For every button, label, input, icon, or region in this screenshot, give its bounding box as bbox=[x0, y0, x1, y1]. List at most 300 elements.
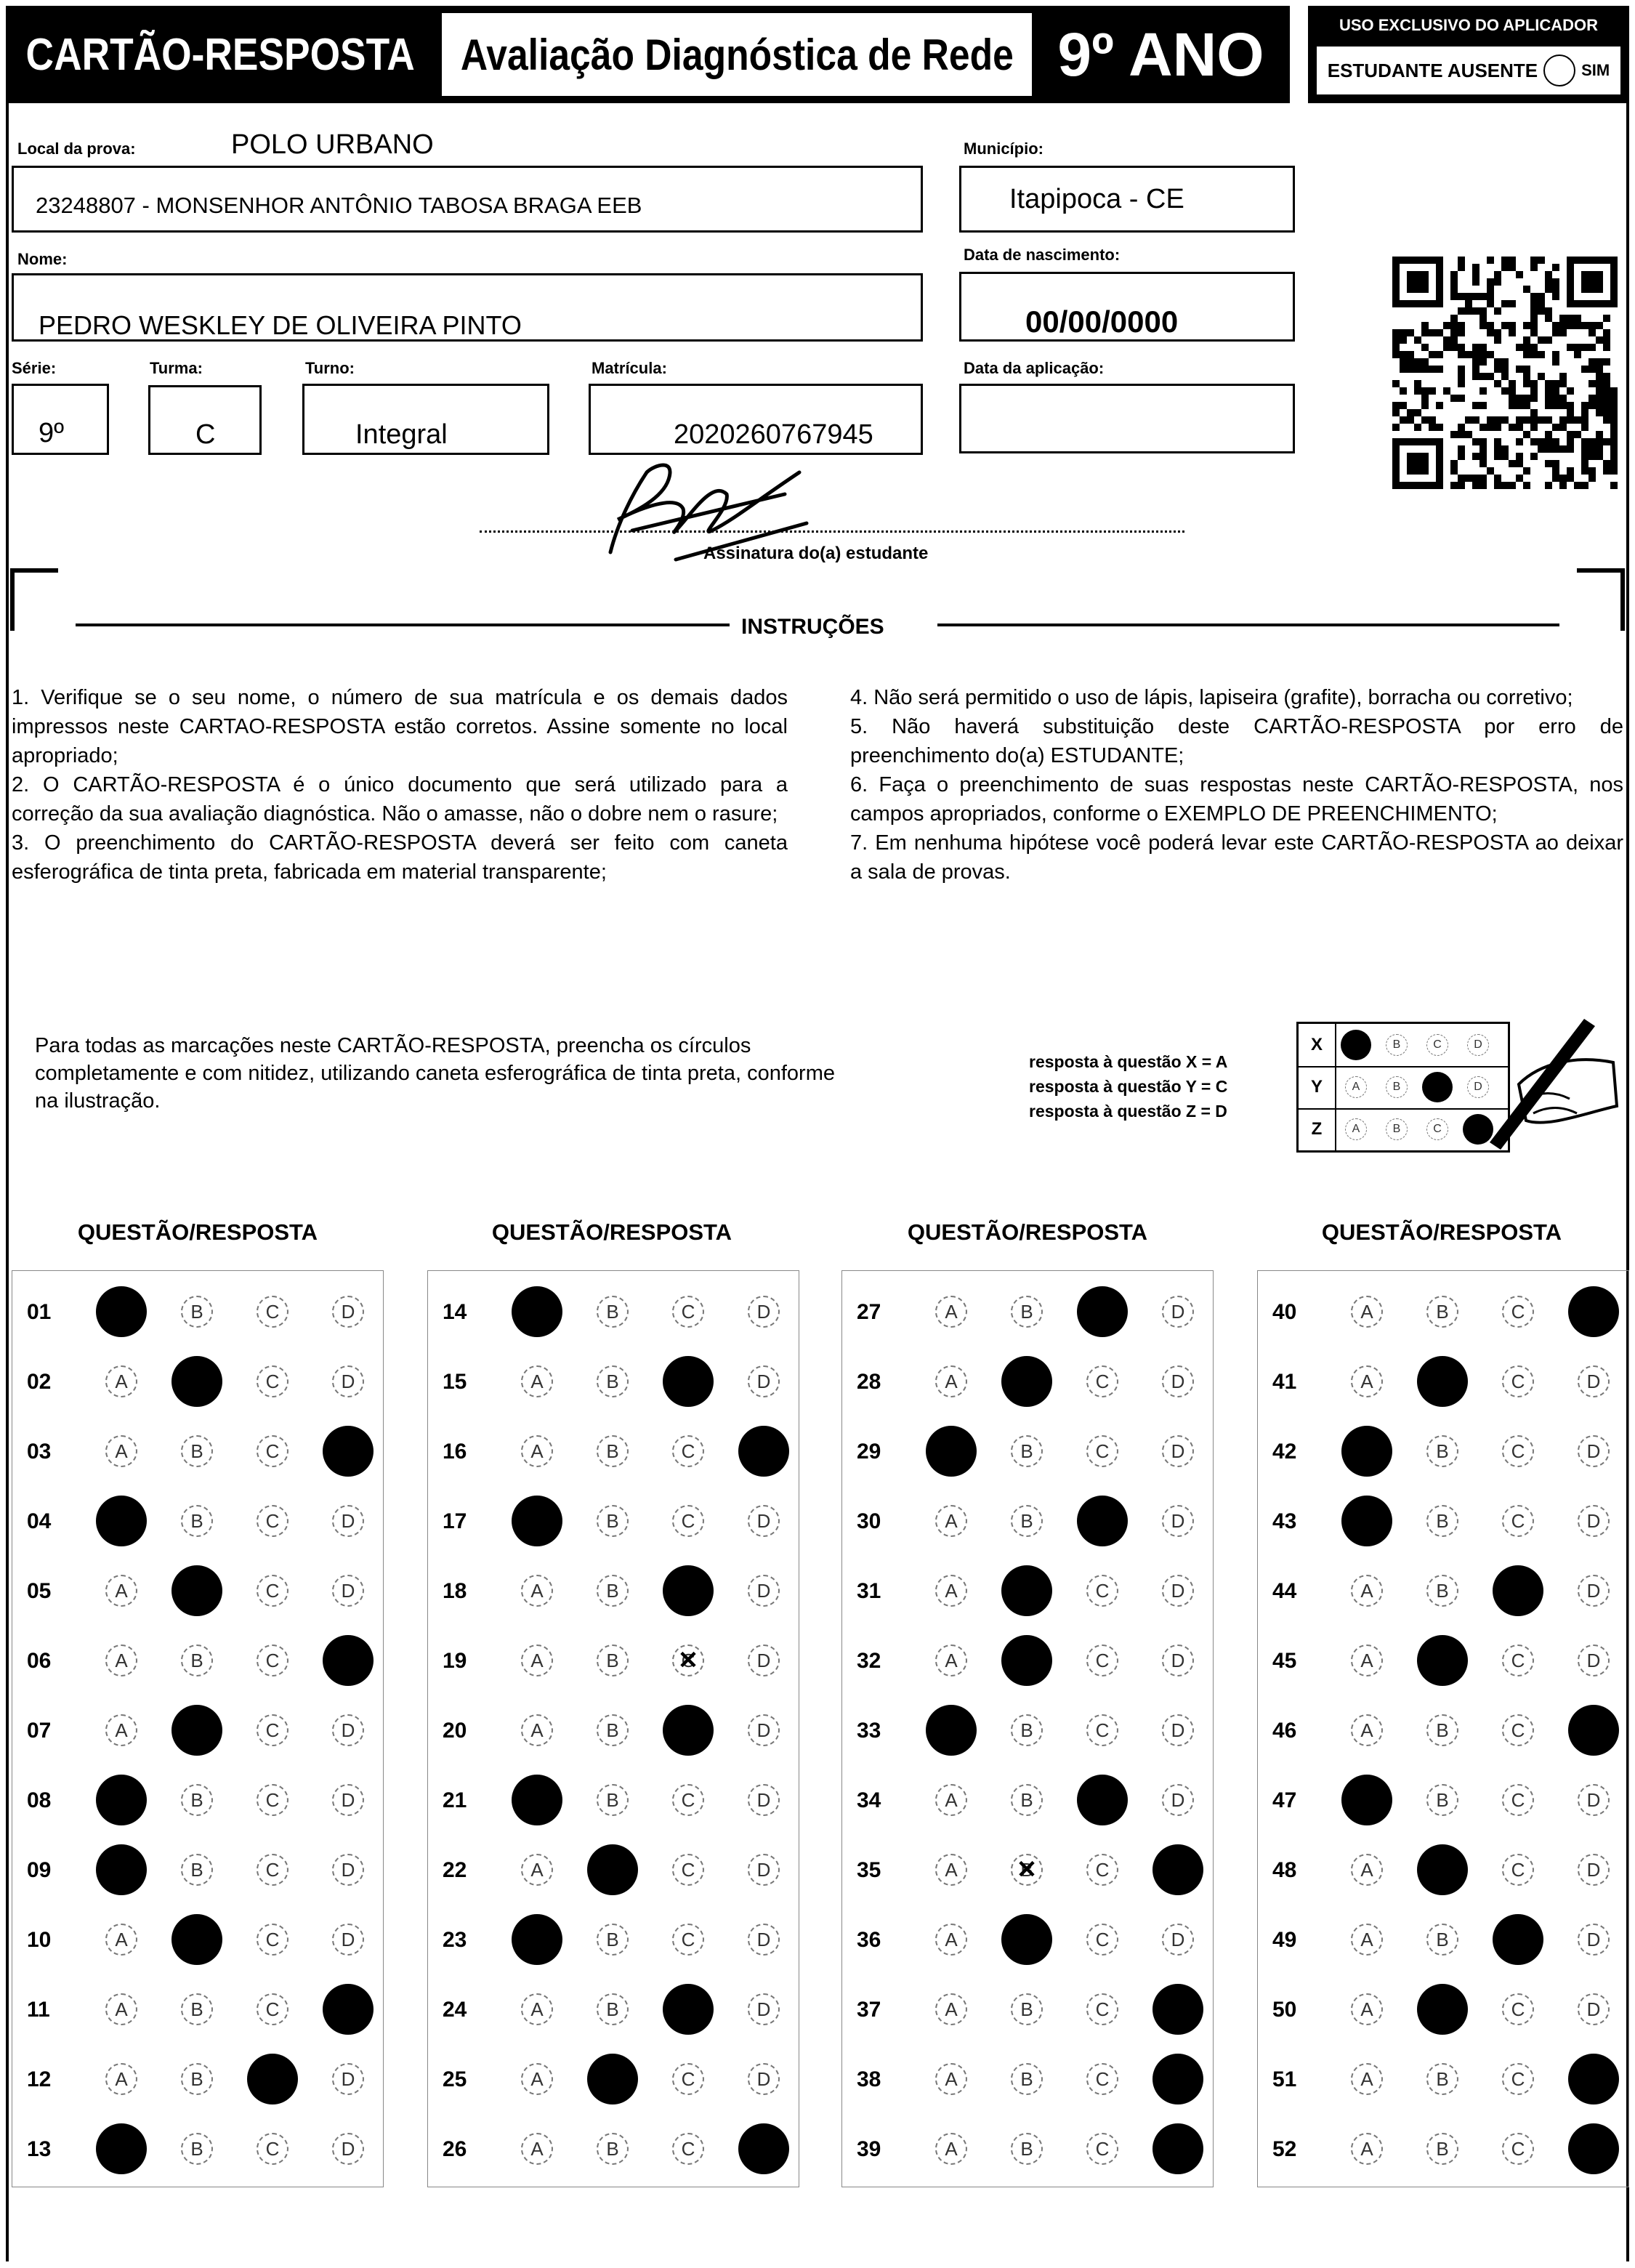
exam-name-frame bbox=[435, 6, 1032, 103]
answer-bubble-b[interactable] bbox=[1426, 1714, 1458, 1746]
answer-bubble-b[interactable] bbox=[181, 2133, 213, 2165]
instruction-7: 7. Em nenhuma hipótese você poderá levar este CARTÃO-RESPOSTA ao deixar a sala de provas. bbox=[850, 831, 1623, 884]
answer-bubble-c[interactable] bbox=[1502, 1644, 1534, 1676]
answer-bubble-c[interactable] bbox=[663, 1705, 714, 1756]
answer-bubble-c[interactable] bbox=[1502, 1435, 1534, 1467]
question-number: 10 bbox=[27, 1928, 52, 1952]
answer-bubble-b[interactable] bbox=[181, 1296, 213, 1328]
answer-bubble-b[interactable] bbox=[597, 1435, 629, 1467]
answer-bubble-d[interactable] bbox=[1578, 1644, 1610, 1676]
answer-bubble-b[interactable] bbox=[1011, 1505, 1043, 1537]
answer-row bbox=[12, 1905, 383, 1974]
nascimento-label: Data de nascimento: bbox=[964, 246, 1121, 264]
answer-bubble-b[interactable] bbox=[1426, 2063, 1458, 2095]
answer-bubble-c[interactable] bbox=[257, 1644, 288, 1676]
answer-bubble-d[interactable] bbox=[1578, 1575, 1610, 1607]
answer-bubble-d[interactable] bbox=[1162, 1575, 1194, 1607]
answer-bubble-b[interactable] bbox=[1011, 1296, 1043, 1328]
answer-bubble-d[interactable] bbox=[748, 1644, 780, 1676]
answer-bubble-c[interactable] bbox=[672, 1644, 704, 1676]
example-bubble: C bbox=[1426, 1034, 1448, 1056]
answer-bubble-b[interactable] bbox=[1417, 1356, 1468, 1407]
answer-bubble-a[interactable] bbox=[512, 1286, 562, 1337]
answer-bubble-a[interactable] bbox=[1341, 1426, 1392, 1477]
answer-bubble-b[interactable] bbox=[597, 1714, 629, 1746]
answer-bubble-c[interactable] bbox=[1502, 1854, 1534, 1886]
bubble-letter: C bbox=[1511, 1440, 1525, 1462]
answer-bubble-c[interactable] bbox=[1086, 2133, 1118, 2165]
bubble-letter: B bbox=[1020, 1788, 1033, 1811]
answer-bubble-a[interactable] bbox=[1351, 2133, 1383, 2165]
answer-bubble-d[interactable] bbox=[332, 1505, 364, 1537]
answer-bubble-b[interactable] bbox=[597, 1993, 629, 2025]
answer-bubble-c[interactable] bbox=[257, 1505, 288, 1537]
answer-bubble-d[interactable] bbox=[1162, 1505, 1194, 1537]
answer-bubble-a[interactable] bbox=[935, 2133, 967, 2165]
answer-bubble-b[interactable] bbox=[597, 1505, 629, 1537]
answer-bubble-b[interactable] bbox=[1426, 1435, 1458, 1467]
answer-bubble-d[interactable] bbox=[748, 1993, 780, 2025]
question-number: 03 bbox=[27, 1440, 52, 1464]
answer-bubble-a[interactable] bbox=[1351, 1575, 1383, 1607]
answer-bubble-b[interactable] bbox=[1001, 1914, 1052, 1965]
answer-bubble-c[interactable] bbox=[1086, 1365, 1118, 1397]
answer-bubble-b[interactable] bbox=[1001, 1356, 1052, 1407]
answer-bubble-d[interactable] bbox=[1152, 2054, 1203, 2104]
question-number: 18 bbox=[443, 1579, 467, 1603]
answer-bubble-c[interactable] bbox=[663, 1565, 714, 1616]
answer-bubble-d[interactable] bbox=[323, 1426, 374, 1477]
answer-bubble-c[interactable] bbox=[672, 1854, 704, 1886]
answer-bubble-b[interactable] bbox=[1426, 1924, 1458, 1956]
bubble-letter: D bbox=[1171, 1440, 1185, 1462]
answer-bubble-b[interactable] bbox=[597, 1365, 629, 1397]
answer-row bbox=[842, 1835, 1213, 1905]
answer-bubble-c[interactable] bbox=[257, 1784, 288, 1816]
question-number: 20 bbox=[443, 1719, 467, 1743]
answer-bubble-a[interactable] bbox=[1351, 1924, 1383, 1956]
answer-bubble-d[interactable] bbox=[332, 2063, 364, 2095]
answer-bubble-d[interactable] bbox=[748, 1714, 780, 1746]
answer-bubble-d[interactable] bbox=[1578, 1435, 1610, 1467]
bubble-letter: B bbox=[606, 1579, 619, 1602]
answer-row bbox=[428, 1905, 799, 1974]
answer-bubble-d[interactable] bbox=[748, 1784, 780, 1816]
answer-bubble-c[interactable] bbox=[1086, 1644, 1118, 1676]
absent-checkbox[interactable] bbox=[1543, 55, 1575, 86]
answer-bubble-d[interactable] bbox=[1162, 1644, 1194, 1676]
grade: 9º ANO bbox=[1057, 20, 1264, 89]
answer-bubble-d[interactable] bbox=[748, 1854, 780, 1886]
answer-bubble-c[interactable] bbox=[1086, 1993, 1118, 2025]
answer-bubble-d[interactable] bbox=[1162, 1714, 1194, 1746]
answer-bubble-c[interactable] bbox=[257, 2133, 288, 2165]
answer-row bbox=[428, 1347, 799, 1416]
answer-bubble-a[interactable] bbox=[105, 1575, 137, 1607]
question-number: 51 bbox=[1272, 2067, 1297, 2091]
answer-bubble-c[interactable] bbox=[1493, 1565, 1543, 1616]
answer-bubble-d[interactable] bbox=[748, 1505, 780, 1537]
answer-bubble-b[interactable] bbox=[181, 1505, 213, 1537]
answer-bubble-a[interactable] bbox=[926, 1426, 977, 1477]
bubble-letter: A bbox=[115, 2067, 128, 2090]
answer-bubble-c[interactable] bbox=[1502, 2063, 1534, 2095]
answer-bubble-a[interactable] bbox=[935, 1296, 967, 1328]
example-bubble: B bbox=[1386, 1034, 1408, 1056]
answer-row bbox=[12, 1835, 383, 1905]
answer-bubble-c[interactable] bbox=[1086, 1714, 1118, 1746]
signature-label: Assinatura do(a) estudante bbox=[703, 544, 929, 563]
answer-bubble-b[interactable] bbox=[181, 1784, 213, 1816]
bubble-letter: B bbox=[1436, 1788, 1449, 1811]
answer-bubble-d[interactable] bbox=[1568, 1286, 1619, 1337]
answer-bubble-c[interactable] bbox=[1502, 1993, 1534, 2025]
bubble-letter: D bbox=[1586, 1579, 1601, 1602]
instruction-6: 6. Faça o preenchimento de suas respostas neste CARTÃO-RESPOSTA, nos campos apropriados, conforme o EXEMPLO DE PREENCHIMENTO; bbox=[850, 773, 1623, 826]
answer-bubble-a[interactable] bbox=[521, 1365, 553, 1397]
answer-row bbox=[1258, 2114, 1628, 2184]
answer-row bbox=[12, 1486, 383, 1556]
answer-bubble-b[interactable] bbox=[1426, 2133, 1458, 2165]
answer-bubble-d[interactable] bbox=[1162, 1365, 1194, 1397]
example-line-y: resposta à questão Y = C bbox=[1029, 1077, 1228, 1096]
bubble-letter: A bbox=[945, 1370, 958, 1392]
answer-bubble-d[interactable] bbox=[1578, 1505, 1610, 1537]
pen-illustration-icon bbox=[1475, 997, 1620, 1157]
answer-bubble-b[interactable] bbox=[1417, 1984, 1468, 2035]
answer-bubble-b[interactable] bbox=[597, 2133, 629, 2165]
bubble-letter: A bbox=[530, 1440, 544, 1462]
answer-bubble-d[interactable] bbox=[1162, 1924, 1194, 1956]
bubble-letter: B bbox=[190, 1649, 203, 1671]
bubble-letter: C bbox=[265, 1858, 280, 1881]
answer-bubble-a[interactable] bbox=[512, 1914, 562, 1965]
answer-bubble-b[interactable] bbox=[1001, 1635, 1052, 1686]
bubble-letter: D bbox=[341, 1928, 355, 1950]
answer-bubble-a[interactable] bbox=[105, 1365, 137, 1397]
answer-bubble-b[interactable] bbox=[1426, 1575, 1458, 1607]
bubble-letter: C bbox=[681, 1788, 695, 1811]
answer-bubble-c[interactable] bbox=[1077, 1775, 1128, 1825]
answer-bubble-c[interactable] bbox=[672, 2133, 704, 2165]
answer-bubble-b[interactable] bbox=[597, 1644, 629, 1676]
answer-bubble-c[interactable] bbox=[257, 1365, 288, 1397]
answer-bubble-a[interactable] bbox=[105, 1714, 137, 1746]
bubble-letter: C bbox=[1511, 1649, 1525, 1671]
answer-bubble-b[interactable] bbox=[181, 1854, 213, 1886]
answer-bubble-d[interactable] bbox=[1578, 1854, 1610, 1886]
answer-bubble-c[interactable] bbox=[257, 1714, 288, 1746]
answer-bubble-d[interactable] bbox=[748, 1924, 780, 1956]
bubble-letter: D bbox=[756, 2067, 771, 2090]
answer-bubble-c[interactable] bbox=[257, 1575, 288, 1607]
answer-bubble-d[interactable] bbox=[332, 1784, 364, 1816]
example-row-label: Z bbox=[1299, 1108, 1336, 1150]
answer-row bbox=[12, 2114, 383, 2184]
bubble-letter: C bbox=[681, 1509, 695, 1532]
answer-bubble-d[interactable] bbox=[332, 1854, 364, 1886]
applicator-box bbox=[1308, 6, 1629, 103]
answer-bubble-d[interactable] bbox=[332, 1714, 364, 1746]
answer-bubble-c[interactable] bbox=[1086, 2063, 1118, 2095]
answer-bubble-d[interactable] bbox=[1162, 1784, 1194, 1816]
answer-bubble-d[interactable] bbox=[332, 1365, 364, 1397]
answer-bubble-b[interactable] bbox=[587, 2054, 638, 2104]
bubble-letter: B bbox=[606, 1788, 619, 1811]
answer-bubble-c[interactable] bbox=[672, 1924, 704, 1956]
answer-row bbox=[428, 1277, 799, 1347]
answer-bubble-c[interactable] bbox=[672, 1784, 704, 1816]
answer-bubble-c[interactable] bbox=[663, 1356, 714, 1407]
bubble-letter: D bbox=[341, 1370, 355, 1392]
bubble-letter: D bbox=[1586, 1649, 1601, 1671]
answer-bubble-d[interactable] bbox=[332, 1575, 364, 1607]
answer-bubble-a[interactable] bbox=[935, 1924, 967, 1956]
answer-row bbox=[1258, 1835, 1628, 1905]
answer-bubble-c[interactable] bbox=[1502, 1365, 1534, 1397]
bubble-letter: B bbox=[1436, 2137, 1449, 2160]
bubble-letter: B bbox=[190, 1858, 203, 1881]
answer-bubble-a[interactable] bbox=[105, 1993, 137, 2025]
local-value: POLO URBANO bbox=[231, 129, 434, 160]
answer-bubble-d[interactable] bbox=[1578, 1924, 1610, 1956]
answer-bubble-b[interactable] bbox=[1426, 1784, 1458, 1816]
answer-bubble-b[interactable] bbox=[171, 1914, 222, 1965]
answer-row bbox=[1258, 1277, 1628, 1347]
answer-bubble-c[interactable] bbox=[1502, 1296, 1534, 1328]
answer-bubble-d[interactable] bbox=[1568, 2123, 1619, 2174]
answer-row bbox=[842, 1556, 1213, 1626]
answer-bubble-b[interactable] bbox=[181, 1644, 213, 1676]
answer-bubble-b[interactable] bbox=[1426, 1296, 1458, 1328]
answer-bubble-b[interactable] bbox=[1011, 1993, 1043, 2025]
answer-bubble-c[interactable] bbox=[1077, 1286, 1128, 1337]
answer-bubble-d[interactable] bbox=[748, 2063, 780, 2095]
answer-bubble-b[interactable] bbox=[1011, 2133, 1043, 2165]
answer-bubble-d[interactable] bbox=[1152, 2123, 1203, 2174]
bubble-letter: D bbox=[756, 1998, 771, 2020]
answer-bubble-c[interactable] bbox=[1502, 1714, 1534, 1746]
answer-bubble-d[interactable] bbox=[332, 1924, 364, 1956]
answer-bubble-c[interactable] bbox=[672, 1296, 704, 1328]
answer-bubble-a[interactable] bbox=[935, 2063, 967, 2095]
answer-bubble-b[interactable] bbox=[1426, 1505, 1458, 1537]
answer-bubble-c[interactable] bbox=[257, 1924, 288, 1956]
bubble-letter: C bbox=[1095, 1649, 1110, 1671]
question-number: 26 bbox=[443, 2137, 467, 2161]
answer-bubble-b[interactable] bbox=[1011, 2063, 1043, 2095]
answer-bubble-b[interactable] bbox=[1001, 1565, 1052, 1616]
answer-bubble-a[interactable] bbox=[935, 1854, 967, 1886]
answer-bubble-a[interactable] bbox=[935, 1993, 967, 2025]
answer-bubble-a[interactable] bbox=[1351, 1296, 1383, 1328]
answer-bubble-a[interactable] bbox=[96, 1496, 147, 1546]
answer-bubble-c[interactable] bbox=[257, 1296, 288, 1328]
answer-bubble-b[interactable] bbox=[181, 1993, 213, 2025]
bubble-letter: A bbox=[945, 1788, 958, 1811]
answer-bubble-c[interactable] bbox=[1502, 1784, 1534, 1816]
corner-top-left bbox=[10, 568, 58, 631]
left-border bbox=[6, 103, 9, 2261]
answer-bubble-a[interactable] bbox=[521, 1714, 553, 1746]
answer-bubble-c[interactable] bbox=[1502, 1505, 1534, 1537]
answer-bubble-a[interactable] bbox=[521, 2063, 553, 2095]
answer-bubble-a[interactable] bbox=[521, 1435, 553, 1467]
bubble-letter: A bbox=[1360, 1998, 1373, 2020]
bubble-letter: C bbox=[265, 1579, 280, 1602]
answer-bubble-d[interactable] bbox=[738, 2123, 789, 2174]
bubble-letter: C bbox=[1095, 1858, 1110, 1881]
answer-bubble-a[interactable] bbox=[935, 1784, 967, 1816]
answer-bubble-c[interactable] bbox=[1493, 1914, 1543, 1965]
answer-bubble-b[interactable] bbox=[181, 2063, 213, 2095]
answer-bubble-a[interactable] bbox=[1351, 1714, 1383, 1746]
answer-bubble-d[interactable] bbox=[1578, 1365, 1610, 1397]
bubble-letter: A bbox=[530, 1858, 544, 1881]
answer-bubble-a[interactable] bbox=[935, 1505, 967, 1537]
answer-bubble-a[interactable] bbox=[1351, 2063, 1383, 2095]
answer-bubble-b[interactable] bbox=[171, 1705, 222, 1756]
bubble-letter: A bbox=[530, 1579, 544, 1602]
answer-bubble-a[interactable] bbox=[521, 1993, 553, 2025]
answer-bubble-a[interactable] bbox=[1351, 1644, 1383, 1676]
answer-bubble-d[interactable] bbox=[1162, 1296, 1194, 1328]
answer-bubble-a[interactable] bbox=[512, 1775, 562, 1825]
question-number: 06 bbox=[27, 1649, 52, 1673]
answer-bubble-b[interactable] bbox=[1417, 1635, 1468, 1686]
bubble-letter: A bbox=[530, 2137, 544, 2160]
answer-bubble-a[interactable] bbox=[96, 1844, 147, 1895]
bubble-letter: C bbox=[1511, 2067, 1525, 2090]
answer-bubble-c[interactable] bbox=[257, 1854, 288, 1886]
answer-bubble-d[interactable] bbox=[748, 1296, 780, 1328]
answer-bubble-a[interactable] bbox=[521, 1854, 553, 1886]
answer-bubble-b[interactable] bbox=[597, 1296, 629, 1328]
answer-bubble-b[interactable] bbox=[1011, 1854, 1043, 1886]
answer-bubble-a[interactable] bbox=[1341, 1775, 1392, 1825]
answer-bubble-c[interactable] bbox=[257, 1435, 288, 1467]
answer-bubble-b[interactable] bbox=[171, 1356, 222, 1407]
answer-bubble-d[interactable] bbox=[323, 1984, 374, 2035]
aplicacao-field[interactable] bbox=[959, 384, 1295, 453]
answer-bubble-c[interactable] bbox=[672, 2063, 704, 2095]
answer-bubble-d[interactable] bbox=[1162, 1435, 1194, 1467]
bubble-letter: B bbox=[1436, 1928, 1449, 1950]
matricula-label: Matrícula: bbox=[592, 359, 667, 377]
answer-bubble-c[interactable] bbox=[663, 1984, 714, 2035]
answer-bubble-a[interactable] bbox=[935, 1365, 967, 1397]
question-number: 34 bbox=[857, 1788, 881, 1812]
example-row-label: Y bbox=[1299, 1066, 1336, 1108]
bubble-letter: A bbox=[1360, 1858, 1373, 1881]
answer-row bbox=[842, 1416, 1213, 1486]
answer-bubble-d[interactable] bbox=[1568, 2054, 1619, 2104]
answer-bubble-c[interactable] bbox=[257, 1993, 288, 2025]
answer-bubble-b[interactable] bbox=[597, 1924, 629, 1956]
bubble-letter: B bbox=[190, 2137, 203, 2160]
school-field bbox=[12, 166, 923, 233]
answer-bubble-a[interactable] bbox=[935, 1575, 967, 1607]
answer-row bbox=[842, 1974, 1213, 2044]
answer-bubble-c[interactable] bbox=[672, 1505, 704, 1537]
answer-bubble-a[interactable] bbox=[521, 1644, 553, 1676]
answer-bubble-c[interactable] bbox=[1086, 1854, 1118, 1886]
bubble-letter: D bbox=[756, 1928, 771, 1950]
answer-bubble-d[interactable] bbox=[332, 2133, 364, 2165]
answer-row bbox=[428, 1556, 799, 1626]
answer-bubble-a[interactable] bbox=[1351, 1993, 1383, 2025]
answer-bubble-c[interactable] bbox=[1086, 1435, 1118, 1467]
answer-bubble-d[interactable] bbox=[748, 1365, 780, 1397]
answer-bubble-a[interactable] bbox=[105, 2063, 137, 2095]
answer-bubble-a[interactable] bbox=[926, 1705, 977, 1756]
bubble-letter: B bbox=[606, 1370, 619, 1392]
answer-bubble-a[interactable] bbox=[96, 1775, 147, 1825]
bubble-letter: A bbox=[945, 2067, 958, 2090]
bubble-letter: D bbox=[1171, 1300, 1185, 1323]
answer-bubble-d[interactable] bbox=[1152, 1844, 1203, 1895]
answer-bubble-c[interactable] bbox=[1502, 2133, 1534, 2165]
answer-bubble-c[interactable] bbox=[247, 2054, 298, 2104]
answer-bubble-d[interactable] bbox=[1578, 1993, 1610, 2025]
answer-bubble-b[interactable] bbox=[587, 1844, 638, 1895]
answer-bubble-b[interactable] bbox=[1011, 1784, 1043, 1816]
answer-bubble-c[interactable] bbox=[1086, 1924, 1118, 1956]
answer-bubble-b[interactable] bbox=[597, 1784, 629, 1816]
question-number: 38 bbox=[857, 2067, 881, 2091]
answer-bubble-a[interactable] bbox=[105, 1435, 137, 1467]
bubble-letter: C bbox=[1095, 1998, 1110, 2020]
answer-bubble-a[interactable] bbox=[1341, 1496, 1392, 1546]
answer-bubble-d[interactable] bbox=[1152, 1984, 1203, 2035]
answer-bubble-b[interactable] bbox=[1417, 1844, 1468, 1895]
answer-bubble-a[interactable] bbox=[1351, 1365, 1383, 1397]
bubble-letter: B bbox=[606, 1998, 619, 2020]
bubble-letter: D bbox=[1586, 1788, 1601, 1811]
answer-bubble-b[interactable] bbox=[1011, 1435, 1043, 1467]
answer-bubble-b[interactable] bbox=[1011, 1714, 1043, 1746]
answer-bubble-a[interactable] bbox=[96, 1286, 147, 1337]
answer-bubble-a[interactable] bbox=[1351, 1854, 1383, 1886]
answer-bubble-b[interactable] bbox=[181, 1435, 213, 1467]
answer-bubble-b[interactable] bbox=[171, 1565, 222, 1616]
bubble-letter: B bbox=[1020, 1719, 1033, 1741]
answer-bubble-a[interactable] bbox=[96, 2123, 147, 2174]
answer-bubble-a[interactable] bbox=[105, 1924, 137, 1956]
answer-bubble-d[interactable] bbox=[323, 1635, 374, 1686]
question-number: 21 bbox=[443, 1788, 467, 1812]
bubble-letter: C bbox=[265, 1928, 280, 1950]
answer-row bbox=[12, 1416, 383, 1486]
answer-bubble-a[interactable] bbox=[521, 2133, 553, 2165]
answer-bubble-a[interactable] bbox=[935, 1644, 967, 1676]
answer-bubble-c[interactable] bbox=[1077, 1496, 1128, 1546]
answer-bubble-a[interactable] bbox=[521, 1575, 553, 1607]
answer-bubble-c[interactable] bbox=[672, 1435, 704, 1467]
answer-bubble-d[interactable] bbox=[1568, 1705, 1619, 1756]
answer-bubble-d[interactable] bbox=[738, 1426, 789, 1477]
bubble-letter: B bbox=[1020, 1858, 1033, 1881]
answer-bubble-b[interactable] bbox=[597, 1575, 629, 1607]
answer-bubble-c[interactable] bbox=[1086, 1575, 1118, 1607]
answer-bubble-d[interactable] bbox=[748, 1575, 780, 1607]
answer-bubble-a[interactable] bbox=[105, 1644, 137, 1676]
answer-bubble-a[interactable] bbox=[512, 1496, 562, 1546]
answer-bubble-d[interactable] bbox=[332, 1296, 364, 1328]
answer-bubble-d[interactable] bbox=[1578, 1784, 1610, 1816]
answer-row bbox=[1258, 1974, 1628, 2044]
bubble-letter: B bbox=[1020, 2137, 1033, 2160]
